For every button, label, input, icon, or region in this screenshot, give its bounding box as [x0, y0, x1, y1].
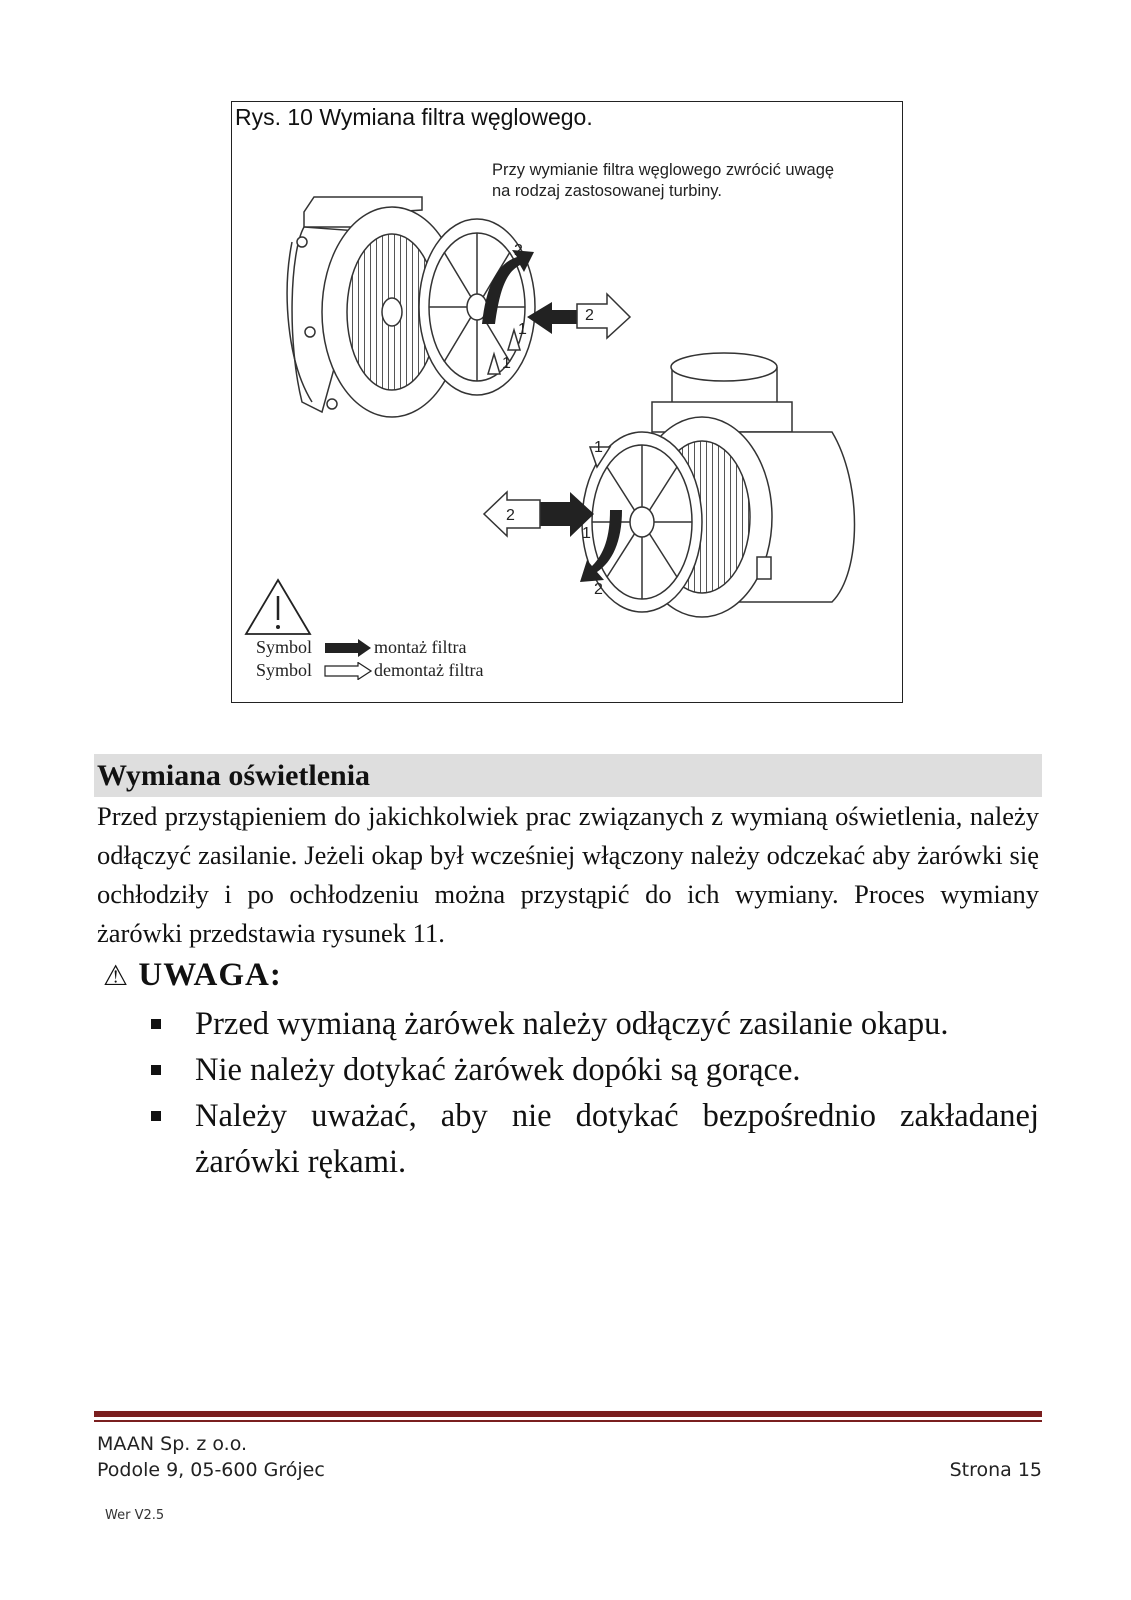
warning-triangle-icon [246, 580, 310, 634]
step-label: 2 [585, 307, 594, 324]
filter-replacement-illustration [232, 102, 902, 702]
step-label: 2 [514, 242, 523, 259]
warning-item: Należy uważać, aby nie dotykać bezpośrednio zakładanej żarówki rękami. [148, 1093, 1039, 1185]
figure-note-line: Przy wymianie filtra węglowego zwrócić uwagę [492, 161, 835, 179]
step-label: 2 [506, 507, 515, 524]
footer-address: Podole 9, 05-600 Grójec [97, 1459, 325, 1481]
warning-title [103, 952, 282, 1000]
body-paragraph: Przed przystąpieniem do jakichkolwiek prac związanych z wymianą oświetlenia, należy odłączyć zasilanie. Jeżeli okap był wcześniej włączony należy odczekać aby żarówki się ochłodziły i po ochłodzeniu można przystąpić do ich wymiany. Proces wymiany żarówki przedstawia rysunek 11. [97, 801, 1039, 948]
footer-version: Wer V2.5 [105, 1508, 165, 1523]
filled-arrow-icon [324, 639, 372, 657]
warning-item: Nie należy dotykać żarówek dopóki są gorące. [148, 1047, 1039, 1093]
footer-page-number: Strona 15 [949, 1459, 1042, 1481]
legend-symbol-label: Symbol [256, 637, 313, 657]
step-label: 1 [518, 321, 527, 338]
legend-description: montaż filtra [374, 637, 467, 657]
warning-item: Przed wymianą żarówek należy odłączyć zasilanie okapu. [148, 1001, 1039, 1047]
upper-turbine-drawing [287, 197, 535, 417]
step-label: 1 [502, 355, 511, 372]
step-label: 2 [594, 581, 603, 598]
outline-arrow-icon [324, 662, 372, 680]
warning-icon: ⚠ [103, 961, 130, 992]
lower-turbine-drawing [582, 353, 855, 617]
warning-list [148, 1001, 1039, 1185]
step-label: 1 [594, 439, 603, 456]
legend-description: demontaż filtra [374, 660, 484, 680]
step-label: 1 [582, 525, 591, 542]
legend-symbol-label: Symbol [256, 660, 313, 680]
section-heading: Wymiana oświetlenia [94, 754, 1042, 797]
footer-rule [94, 1411, 1042, 1417]
figure-caption: Rys. 10 Wymiana filtra węglowego. [235, 104, 593, 130]
footer-company: MAAN Sp. z o.o. [97, 1433, 248, 1455]
figure-frame [231, 101, 903, 703]
footer-rule [94, 1420, 1042, 1422]
warning-title-text: UWAGA: [138, 957, 282, 993]
figure-note-line: na rodzaj zastosowanej turbiny. [492, 182, 722, 200]
